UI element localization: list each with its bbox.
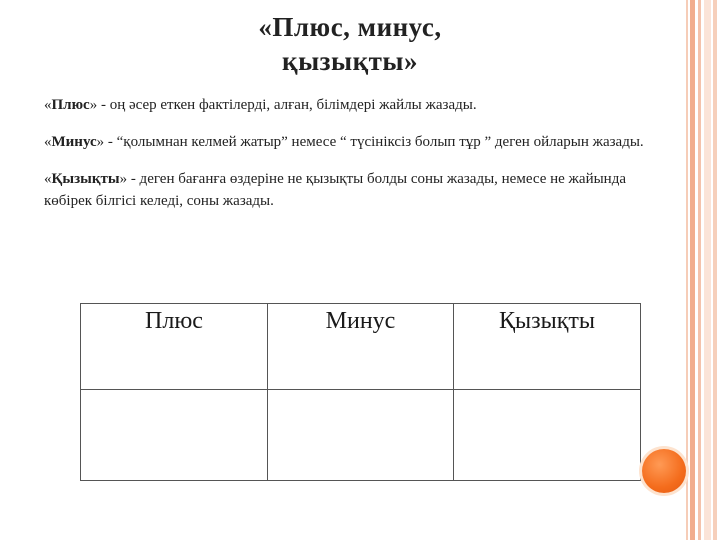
interesting-description-text: - деген бағанға өздеріне не қызықты болды соны жазады, немесе не жайында көбірек білгісі келеді, соны жазады. [44, 171, 626, 209]
quote-open: « [44, 171, 52, 187]
plus-description [44, 94, 664, 116]
term-plus: Плюс [51, 97, 90, 113]
decorative-stripe [686, 0, 688, 540]
orange-circle-decoration [642, 449, 686, 493]
interesting-description [44, 168, 664, 212]
header-interesting: Қызықты [454, 304, 641, 390]
decorative-stripe [713, 0, 717, 540]
table-header-row [81, 304, 641, 390]
minus-description-text: - “қолымнан келмей жатыр” немесе “ түсініксіз болып тұр ” деген ойларын жазады. [104, 134, 644, 150]
decorative-stripe [690, 0, 695, 540]
pmi-table [80, 303, 641, 481]
cell-plus [81, 390, 268, 481]
quote-open: « [44, 134, 52, 150]
decorative-stripe [704, 0, 711, 540]
header-minus: Минус [268, 304, 454, 390]
cell-interesting [454, 390, 641, 481]
quote-close: » [89, 97, 98, 113]
decorative-stripe [698, 0, 701, 540]
slide-title-line-2: қызықты» [282, 46, 418, 76]
plus-description-text: - оң әсер еткен фактілерді, алған, білімдері жайлы жазады. [97, 97, 477, 113]
term-interesting: Қызықты [51, 171, 120, 187]
cell-minus [268, 390, 454, 481]
term-minus: Минус [51, 134, 97, 150]
header-plus: Плюс [81, 304, 268, 390]
slide-title-line-1: «Плюс, минус, [258, 12, 442, 42]
slide-title [150, 10, 550, 78]
table-row [81, 390, 641, 481]
quote-close: » [119, 171, 128, 187]
quote-close: » [96, 134, 105, 150]
quote-open: « [44, 97, 52, 113]
instructions [44, 94, 664, 227]
minus-description [44, 131, 664, 153]
